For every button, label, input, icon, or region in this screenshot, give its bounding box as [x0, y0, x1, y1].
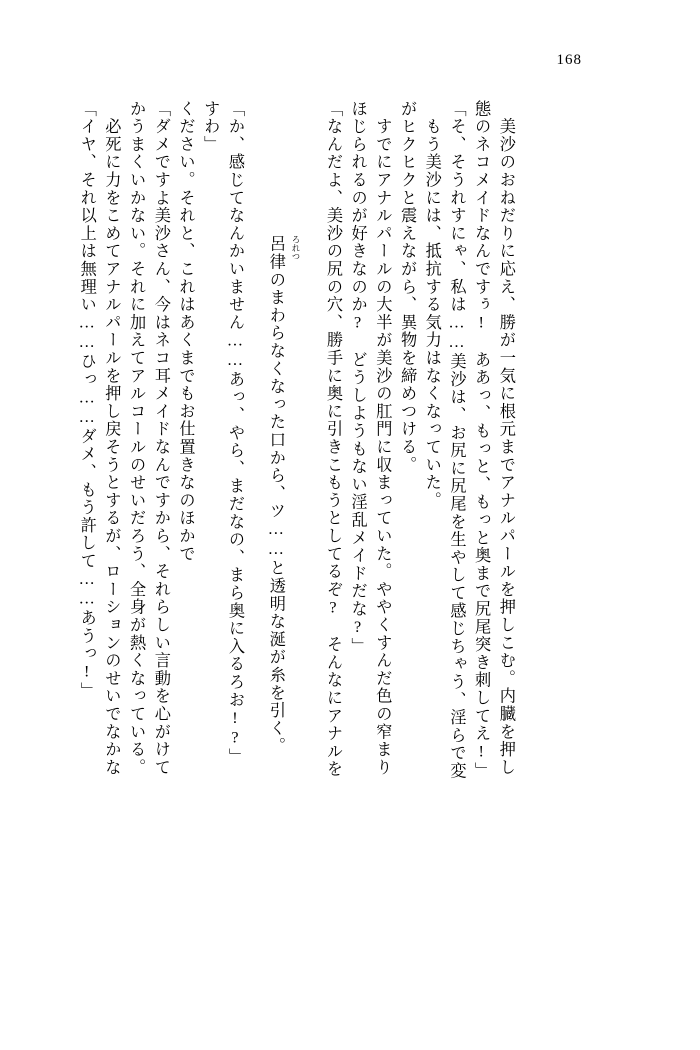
text-column: がヒクヒクと震えながら、異物を締めつける。 [398, 100, 417, 474]
text-column: 必死に力をこめてアナルパールを押し戻そうとするが、ローションのせいでなかな [102, 100, 121, 777]
text-column: ください。それと、これはあくまでもお仕置きなのほかで [176, 100, 195, 563]
text-column: 「そ、そうれすにゃ、私は……美沙は、お尻に尻尾を生やして感じちゃう、淫らで変 [447, 100, 466, 780]
text-column: 態のネコメイドなんですぅ! ああっ、もっと、もっと奥まで尻尾突き刺してえ!」 [472, 100, 491, 780]
text-column: かうまくいかない。それに加えてアルコールのせいだろう、全身が熱くなっている。 [127, 100, 146, 777]
text-column: ほじられるのが好きなのか? どうしようもない淫乱メイドだな?」 [348, 100, 367, 656]
ruby-annotation: ろれつ [291, 234, 302, 261]
text-column: 「か、感じてなんかいません……あっ、やら、まだなの、まら奥に入るろお!?」 [225, 100, 244, 766]
text-column: 「イヤ、それ以上は無理い……ひっ……ダメ、もう許して……あうっ!」 [77, 100, 96, 700]
text-column: 美沙のおねだりに応え、勝が一気に根元までアナルパールを押しこむ。内臓を押し [496, 100, 515, 777]
text-column: すでにアナルパールの大半が美沙の肛門に収まっていた。ややくすんだ色の窄まり [373, 100, 392, 777]
text-column: もう美沙には、抵抗する気力はなくなっていた。 [422, 100, 441, 510]
column-text: 呂律のまわらなくなった口から、ツ……と透明な涎が糸を引く。 [266, 217, 285, 756]
text-column-with-ruby [251, 100, 316, 980]
text-column: 「なんだよ、美沙の尻の穴、勝手に奥に引きこもうとしてるぞ? そんなにアナルを [323, 100, 342, 779]
text-column: 「ダメですよ美沙さん、今はネコ耳メイドなんですから、それらしい言動を心がけて [151, 100, 170, 777]
vertical-text-body [70, 100, 590, 980]
text-column: すわ」 [201, 100, 220, 154]
page-number: 168 [556, 52, 582, 68]
